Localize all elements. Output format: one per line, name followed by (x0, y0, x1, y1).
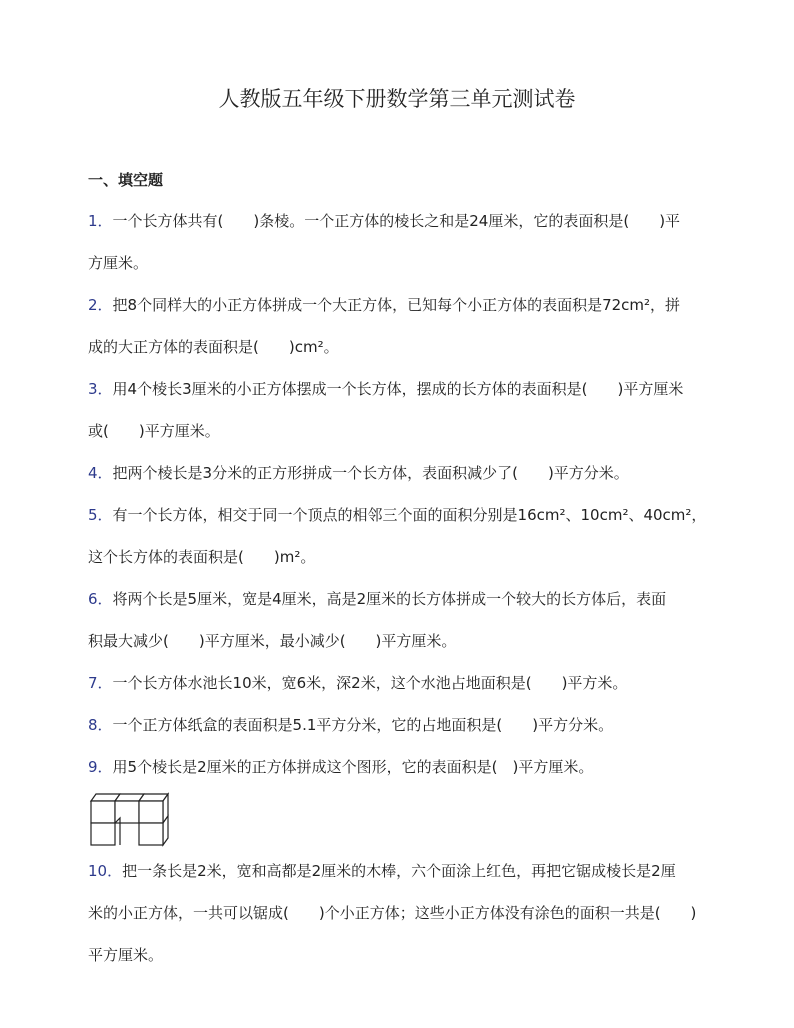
cube-front-face (139, 801, 163, 823)
question-text: 一个正方体纸盒的表面积是5.1平方分米，它的占地面积是( )平方分米。 (112, 716, 614, 734)
question-4-line-1 (88, 461, 629, 485)
question-text: 用5个棱长是2厘米的正方体拼成这个图形，它的表面积是( )平方厘米。 (112, 758, 594, 776)
question-text: 把8个同样大的小正方体拼成一个大正方体，已知每个小正方体的表面积是72cm²，拼 (112, 296, 681, 314)
cube-front-face (139, 823, 163, 845)
cube-arrangement-figure (88, 790, 178, 848)
question-number: 6． (88, 590, 113, 608)
question-number: 1． (88, 212, 113, 230)
question-10-line-1 (88, 859, 676, 883)
question-2-line-1 (88, 293, 680, 317)
question-text: 这个长方体的表面积是( )m²。 (88, 548, 316, 566)
question-10-line-2 (88, 901, 696, 925)
question-text: 有一个长方体，相交于同一个顶点的相邻三个面的面积分别是16cm²、10cm²、40cm²， (112, 506, 707, 524)
cube-front-face (91, 823, 115, 845)
question-5-line-2 (88, 545, 315, 569)
question-6-line-2 (88, 629, 456, 653)
question-number: 5． (88, 506, 113, 524)
question-number: 4． (88, 464, 113, 482)
question-text: 一个长方体水池长10米，宽6米，深2米，这个水池占地面积是( )平方米。 (112, 674, 628, 692)
question-number: 10． (88, 862, 123, 880)
question-number: 7． (88, 674, 113, 692)
question-text: 将两个长是5厘米，宽是4厘米，高是2厘米的长方体拼成一个较大的长方体后，表面 (112, 590, 667, 608)
section-heading: 一、填空题 (88, 171, 164, 189)
question-text: 用4个棱长3厘米的小正方体摆成一个长方体，摆成的长方体的表面积是( )平方厘米 (112, 380, 684, 398)
question-text: 平方厘米。 (88, 946, 164, 964)
question-number: 3． (88, 380, 113, 398)
question-number: 8． (88, 716, 113, 734)
question-7-line-1 (88, 671, 627, 695)
question-10-line-3 (88, 943, 163, 967)
question-1-line-2 (88, 251, 148, 275)
question-number: 2． (88, 296, 113, 314)
question-5-line-1 (88, 503, 706, 527)
question-text: 积最大减少( )平方厘米，最小减少( )平方厘米。 (88, 632, 457, 650)
question-6-line-1 (88, 587, 666, 611)
question-2-line-2 (88, 335, 339, 359)
question-text: 方厘米。 (88, 254, 149, 272)
question-text: 或( )平方厘米。 (88, 422, 220, 440)
question-3-line-2 (88, 419, 220, 443)
page-title: 人教版五年级下册数学第三单元测试卷 (218, 87, 576, 111)
question-text: 成的大正方体的表面积是( )cm²。 (88, 338, 339, 356)
question-3-line-1 (88, 377, 683, 401)
question-text: 米的小正方体，一共可以锯成( )个小正方体；这些小正方体没有涂色的面积一共是( ) (88, 904, 697, 922)
question-8-line-1 (88, 713, 613, 737)
question-text: 一个长方体共有( )条棱。一个正方体的棱长之和是24厘米，它的表面积是( )平 (112, 212, 681, 230)
question-1-line-1 (88, 209, 680, 233)
question-number: 9． (88, 758, 113, 776)
question-9-line-1 (88, 755, 593, 779)
question-text: 把两个棱长是3分米的正方形拼成一个长方体，表面积减少了( )平方分米。 (112, 464, 629, 482)
question-text: 把一条长是2米，宽和高都是2厘米的木棒，六个面涂上红色，再把它锯成棱长是2厘 (122, 862, 676, 880)
cube-front-face (91, 801, 115, 823)
